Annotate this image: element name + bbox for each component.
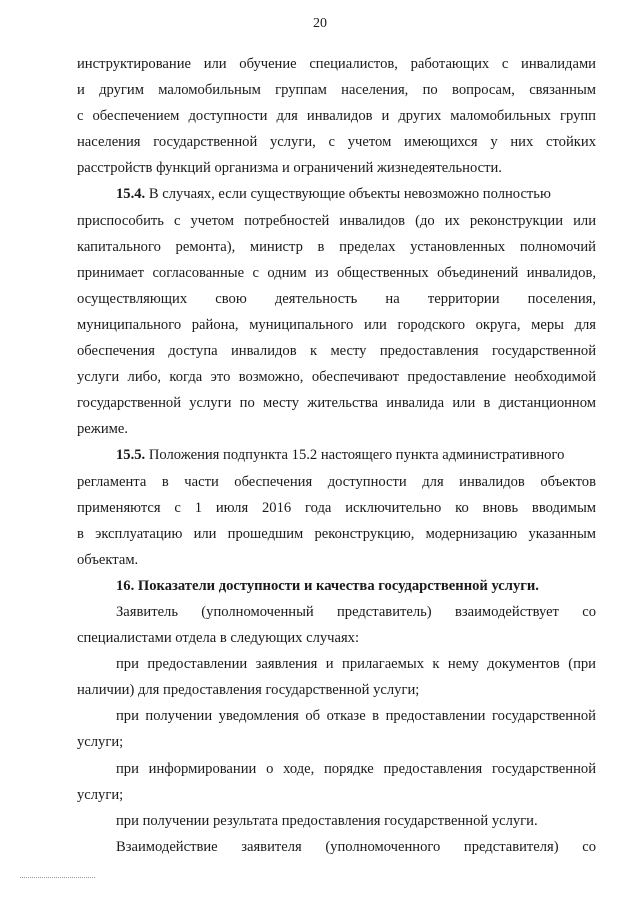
text-line: и другим маломобильным группам населения, по вопросам, связанным <box>77 82 596 99</box>
text-line: наличии) для предоставления государственной услуги; <box>77 682 420 699</box>
text-line: инструктирование или обучение специалистов, работающих с инвалидами <box>77 56 596 72</box>
text-line: капитального ремонта), министр в пределах установленных полномочий <box>77 238 596 255</box>
footer-rule <box>20 877 95 878</box>
page-number: 20 <box>313 16 327 31</box>
text-line: принимает согласованные с одним из общественных объединений инвалидов, <box>77 264 596 281</box>
text-line: применяются с 1 июля 2016 года исключительно ко вновь вводимым <box>77 499 596 516</box>
text-line: услуги либо, когда это возможно, обеспечивают предоставление необходимой <box>77 369 596 386</box>
text-line: при получении уведомления об отказе в предоставлении государственной <box>116 708 596 725</box>
text-line: обеспечения доступа инвалидов к месту предоставления государственной <box>77 343 596 360</box>
paragraph-15-5-first-line <box>77 442 596 468</box>
document-body <box>77 51 596 860</box>
text-line: осуществляющих свою деятельность на территории поселения, <box>77 290 596 307</box>
text-line: Заявитель (уполномоченный представитель) взаимодействует со <box>116 603 596 620</box>
text-line: режиме. <box>77 421 129 438</box>
section-heading-16: 16. Показатели доступности и качества государственной услуги. <box>116 577 539 594</box>
text-line: расстройств функций организма и ограничений жизнедеятельности. <box>77 160 502 177</box>
text-line: приспособить с учетом потребностей инвалидов (до их реконструкции или <box>77 212 596 229</box>
text-fragment: В случаях, если существующие объекты невозможно полностью <box>145 186 551 203</box>
clause-number-15-5: 15.5. <box>116 447 146 464</box>
text-line: услуги; <box>77 786 124 803</box>
text-line: с обеспечением доступности для инвалидов и других маломобильных групп <box>77 108 596 125</box>
text-fragment: Положения подпункта 15.2 настоящего пункта административного <box>145 447 565 464</box>
paragraph-15-4-first-line <box>77 181 596 207</box>
text-line: муниципального района, муниципального или городского округа, меры для <box>77 316 596 333</box>
text-line: при информировании о ходе, порядке предоставления государственной <box>116 760 596 777</box>
clause-number-15-4: 15.4. <box>116 186 146 203</box>
text-line: при предоставлении заявления и прилагаемых к нему документов (при <box>116 656 596 673</box>
text-line: населения государственной услуги, с учетом имеющихся у них стойких <box>77 134 596 151</box>
text-line: государственной услуги по месту жительства инвалида или в дистанционном <box>77 395 596 412</box>
text-line: в эксплуатацию или прошедшим реконструкцию, модернизацию указанным <box>77 525 596 542</box>
text-line: объектам. <box>77 551 139 568</box>
text-line: регламента в части обеспечения доступности для инвалидов объектов <box>77 473 596 490</box>
text-line: при получении результата предоставления государственной услуги. <box>116 812 538 829</box>
text-line: услуги; <box>77 734 124 751</box>
text-line: Взаимодействие заявителя (уполномоченного представителя) со <box>116 838 596 855</box>
text-line: специалистами отдела в следующих случаях: <box>77 630 360 647</box>
